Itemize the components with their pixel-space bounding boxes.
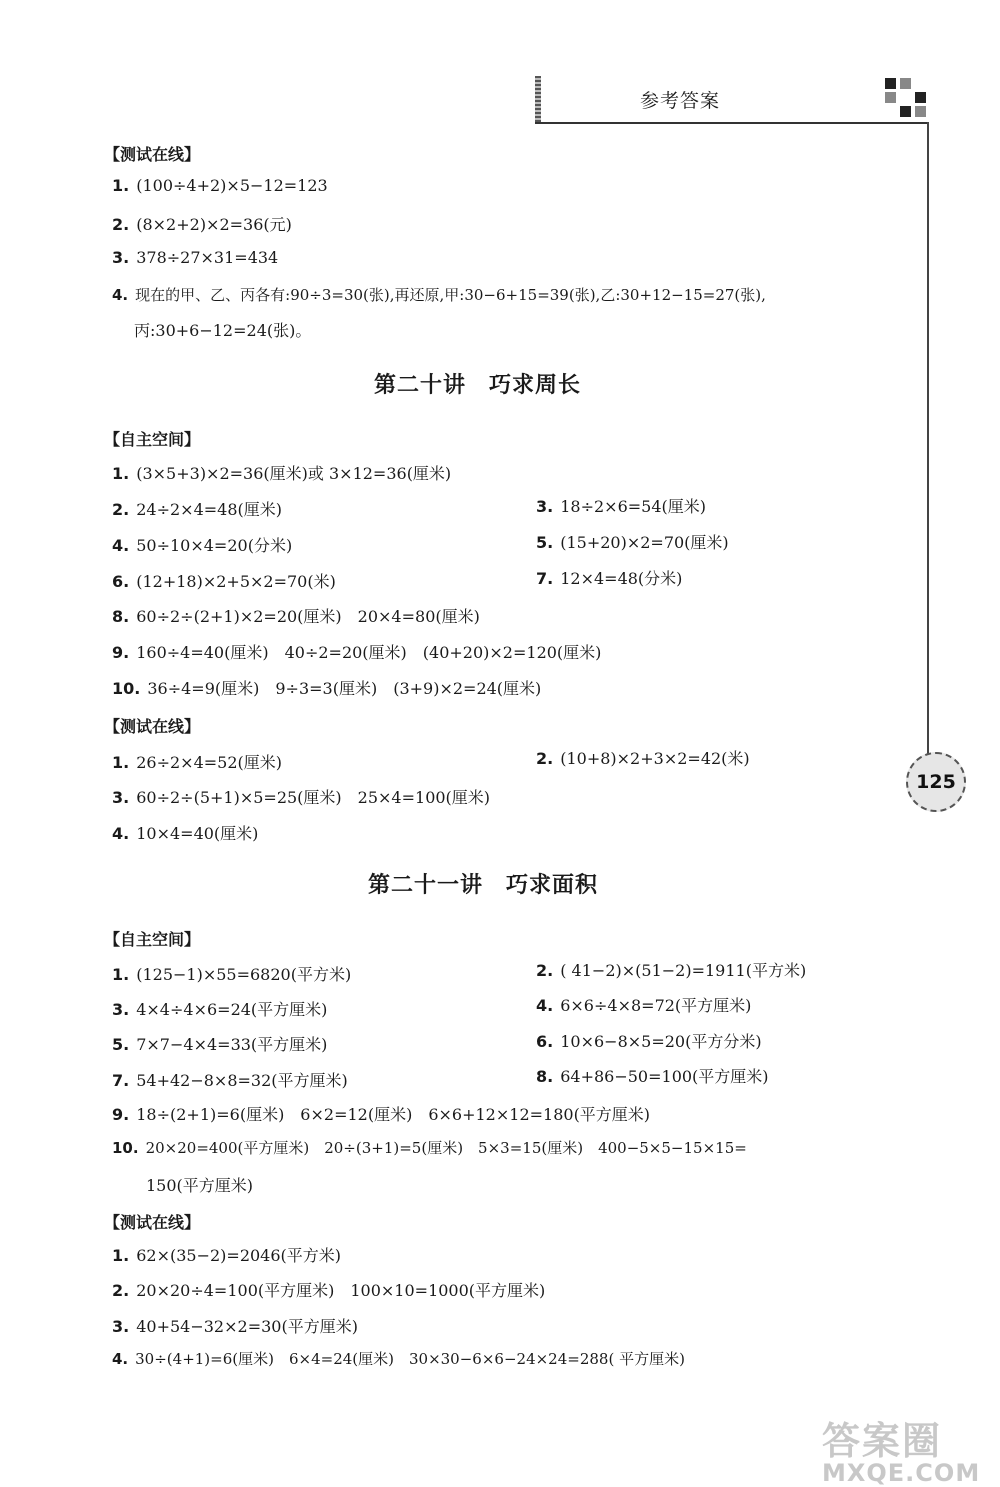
item-text: 160÷4=40(厘米) 40÷2=20(厘米) (40+20)×2=120(厘米) [136, 643, 602, 662]
item-text: 现在的甲、乙、丙各有:90÷3=30(张),再还原,甲:30−6+15=39(张),乙:30+12−15=27(张), [135, 286, 766, 304]
item-number: 3. [536, 497, 554, 516]
item-text: (12+18)×2+5×2=70(米) [136, 572, 336, 591]
watermark-cn: 答案圈 [822, 1419, 943, 1463]
answer-item [112, 1348, 685, 1369]
decor-square [885, 78, 896, 89]
item-number: 7. [112, 1071, 130, 1090]
answer-item [112, 176, 328, 195]
item-text: 64+86−50=100(平方厘米) [560, 1067, 769, 1086]
item-text: 36÷4=9(厘米) 9÷3=3(厘米) (3+9)×2=24(厘米) [147, 679, 542, 698]
item-number: 2. [536, 749, 554, 768]
subsection-self-study: 【自主空间】 [104, 430, 201, 449]
item-text: ( 41−2)×(51−2)=1911(平方米) [560, 961, 807, 980]
answer-item [536, 746, 750, 769]
item-number: 6. [112, 572, 130, 591]
answer-item [112, 533, 292, 556]
item-text: 20×20=400(平方厘米) 20÷(3+1)=5(厘米) 5×3=15(厘米) 400−5×5−15×15= [145, 1139, 747, 1157]
answer-item-continuation: 丙:30+6−12=24(张)。 [134, 321, 312, 340]
answer-item [112, 821, 258, 844]
item-text: (125−1)×55=6820(平方米) [136, 965, 352, 984]
answer-item [112, 1137, 747, 1158]
answer-item [112, 497, 282, 520]
item-text: 24÷2×4=48(厘米) [136, 500, 283, 519]
item-text: 60÷2÷(5+1)×5=25(厘米) 25×4=100(厘米) [136, 788, 491, 807]
item-number: 8. [536, 1067, 554, 1086]
item-text: 20×20÷4=100(平方厘米) 100×10=1000(平方厘米) [136, 1281, 546, 1300]
answer-item [536, 494, 706, 517]
answer-item [112, 569, 336, 592]
item-text: (15+20)×2=70(厘米) [560, 533, 729, 552]
item-text: 54+42−8×8=32(平方厘米) [136, 1071, 348, 1090]
item-number: 10. [112, 679, 141, 698]
header-title: 参考答案 [640, 90, 721, 112]
answer-item [112, 1032, 327, 1055]
header-left-cap [535, 76, 541, 122]
item-number: 10. [112, 1139, 139, 1157]
item-number: 3. [112, 1317, 130, 1336]
item-text: 60÷2÷(2+1)×2=20(厘米) 20×4=80(厘米) [136, 607, 480, 626]
item-number: 5. [536, 533, 554, 552]
answer-item [536, 1029, 762, 1052]
answer-item [112, 750, 282, 773]
subsection-test-online: 【测试在线】 [104, 1213, 201, 1232]
answer-item [112, 1068, 348, 1091]
answer-item [112, 284, 766, 305]
decor-square [885, 92, 896, 103]
watermark [822, 1410, 980, 1487]
item-text: 7×7−4×4=33(平方厘米) [136, 1035, 328, 1054]
decor-square [915, 106, 926, 117]
item-text: (8×2+2)×2=36(元) [136, 215, 292, 234]
answer-item [536, 958, 806, 981]
subsection-test-online: 【测试在线】 [104, 717, 201, 736]
item-number: 9. [112, 643, 130, 662]
item-number: 4. [112, 1350, 129, 1368]
answer-item [112, 962, 351, 985]
item-text: (3×5+3)×2=36(厘米)或 3×12=36(厘米) [136, 464, 452, 483]
item-text: 26÷2×4=52(厘米) [136, 753, 283, 772]
item-text: 10×6−8×5=20(平方分米) [560, 1032, 762, 1051]
subsection-test-online: 【测试在线】 [104, 145, 201, 164]
item-text: 62×(35−2)=2046(平方米) [136, 1246, 342, 1265]
margin-rule [927, 122, 929, 757]
item-text: 10×4=40(厘米) [136, 824, 259, 843]
answer-item [112, 248, 278, 267]
answer-item [112, 212, 292, 235]
answer-item [112, 676, 541, 699]
item-number: 4. [112, 286, 129, 304]
answer-item [112, 1243, 341, 1266]
item-text: 50÷10×4=20(分米) [136, 536, 293, 555]
answer-item [112, 785, 490, 808]
item-number: 8. [112, 607, 130, 626]
item-number: 3. [112, 788, 130, 807]
item-text: 18÷(2+1)=6(厘米) 6×2=12(厘米) 6×6+12×12=180(平方厘米) [136, 1105, 651, 1124]
item-number: 4. [112, 824, 130, 843]
subsection-self-study: 【自主空间】 [104, 930, 201, 949]
decor-square [915, 92, 926, 103]
decor-square [900, 106, 911, 117]
item-number: 5. [112, 1035, 130, 1054]
item-text: 378÷27×31=434 [136, 248, 279, 267]
lecture-title: 第二十讲 巧求周长 [374, 373, 582, 398]
page-number: 125 [916, 771, 956, 793]
item-text: 40+54−32×2=30(平方厘米) [136, 1317, 358, 1336]
page-number-badge [906, 752, 966, 812]
lecture-title: 第二十一讲 巧求面积 [368, 873, 599, 898]
item-number: 2. [112, 500, 130, 519]
answer-item [536, 993, 751, 1016]
item-text: (100÷4+2)×5−12=123 [136, 176, 328, 195]
answer-item [112, 640, 601, 663]
answer-item [536, 1064, 769, 1087]
item-number: 6. [536, 1032, 554, 1051]
item-number: 3. [112, 248, 130, 267]
answer-item [536, 530, 729, 553]
decor-square [900, 78, 911, 89]
item-number: 1. [112, 965, 130, 984]
item-number: 7. [536, 569, 554, 588]
answer-item [536, 566, 682, 589]
item-text: 12×4=48(分米) [560, 569, 683, 588]
item-text: 4×4÷4×6=24(平方厘米) [136, 1000, 328, 1019]
item-number: 1. [112, 176, 130, 195]
item-number: 3. [112, 1000, 130, 1019]
watermark-en: MXQE.COM [822, 1459, 981, 1487]
answer-item [112, 1102, 650, 1125]
answer-item [112, 1314, 358, 1337]
item-number: 2. [112, 1281, 130, 1300]
item-number: 4. [112, 536, 130, 555]
answer-item [112, 997, 327, 1020]
header-bar [535, 76, 927, 124]
answer-item-continuation: 150(平方厘米) [146, 1176, 254, 1195]
item-text: 6×6÷4×8=72(平方厘米) [560, 996, 752, 1015]
item-text: 18÷2×6=54(厘米) [560, 497, 707, 516]
answer-item [112, 604, 480, 627]
answer-item [112, 1278, 545, 1301]
answer-item [112, 461, 451, 484]
item-number: 1. [112, 464, 130, 483]
item-text: (10+8)×2+3×2=42(米) [560, 749, 750, 768]
item-number: 9. [112, 1105, 130, 1124]
item-number: 1. [112, 1246, 130, 1265]
item-number: 2. [536, 961, 554, 980]
item-number: 2. [112, 215, 130, 234]
item-number: 1. [112, 753, 130, 772]
item-text: 30÷(4+1)=6(厘米) 6×4=24(厘米) 30×30−6×6−24×24=288( 平方厘米) [135, 1350, 685, 1368]
item-number: 4. [536, 996, 554, 1015]
